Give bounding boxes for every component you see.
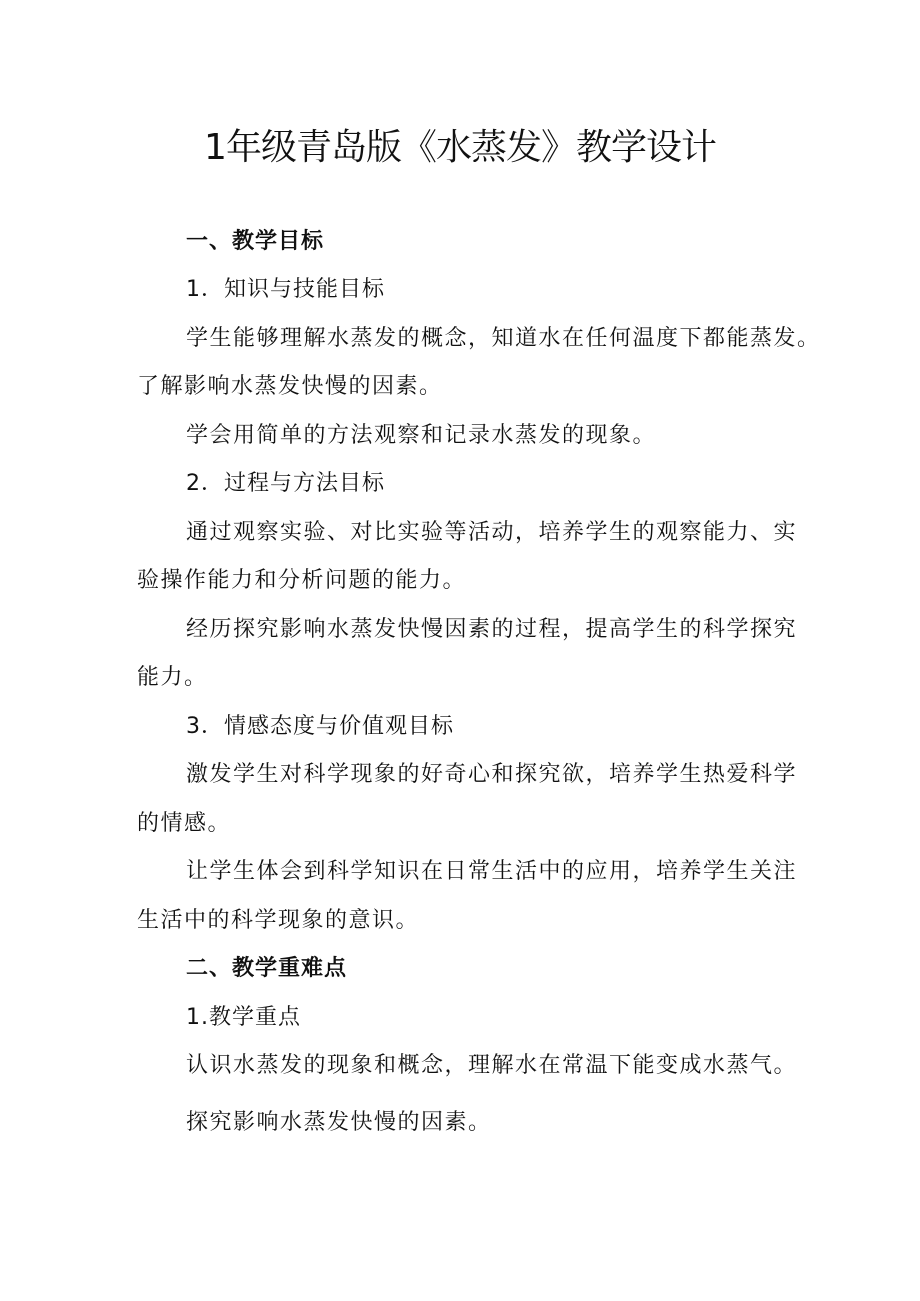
paragraph-line: 学会用简单的方法观察和记录水蒸发的现象。 — [186, 423, 657, 448]
document-title: 1年级青岛版《水蒸发》教学设计 — [204, 127, 716, 168]
subheading-teaching-focus: 1.教学重点 — [186, 1005, 301, 1030]
paragraph-line: 的情感。 — [137, 811, 232, 836]
paragraph-line: 通过观察实验、对比实验等活动，培养学生的观察能力、实 — [186, 520, 798, 545]
section-heading-key-difficult-points: 二、教学重难点 — [186, 956, 348, 981]
subheading-process-methods: 2．过程与方法目标 — [186, 471, 385, 496]
paragraph-line: 认识水蒸发的现象和概念，理解水在常温下能变成水蒸气。 — [186, 1053, 798, 1078]
section-heading-objectives: 一、教学目标 — [186, 229, 325, 254]
paragraph-line: 验操作能力和分析问题的能力。 — [137, 568, 467, 593]
paragraph-line: 学生能够理解水蒸发的概念，知道水在任何温度下都能蒸发。 — [186, 326, 821, 351]
subheading-attitude-values: 3．情感态度与价值观目标 — [186, 714, 454, 739]
paragraph-line: 生活中的科学现象的意识。 — [137, 908, 420, 933]
paragraph-line: 激发学生对科学现象的好奇心和探究欲，培养学生热爱科学 — [186, 762, 798, 787]
paragraph-line: 能力。 — [137, 665, 208, 690]
paragraph-line: 经历探究影响水蒸发快慢因素的过程，提高学生的科学探究 — [186, 617, 798, 642]
paragraph-line: 了解影响水蒸发快慢的因素。 — [137, 374, 443, 399]
paragraph-line: 探究影响水蒸发快慢的因素。 — [186, 1110, 492, 1135]
subheading-knowledge-skills: 1．知识与技能目标 — [186, 277, 385, 302]
paragraph-line: 让学生体会到科学知识在日常生活中的应用，培养学生关注 — [186, 859, 798, 884]
